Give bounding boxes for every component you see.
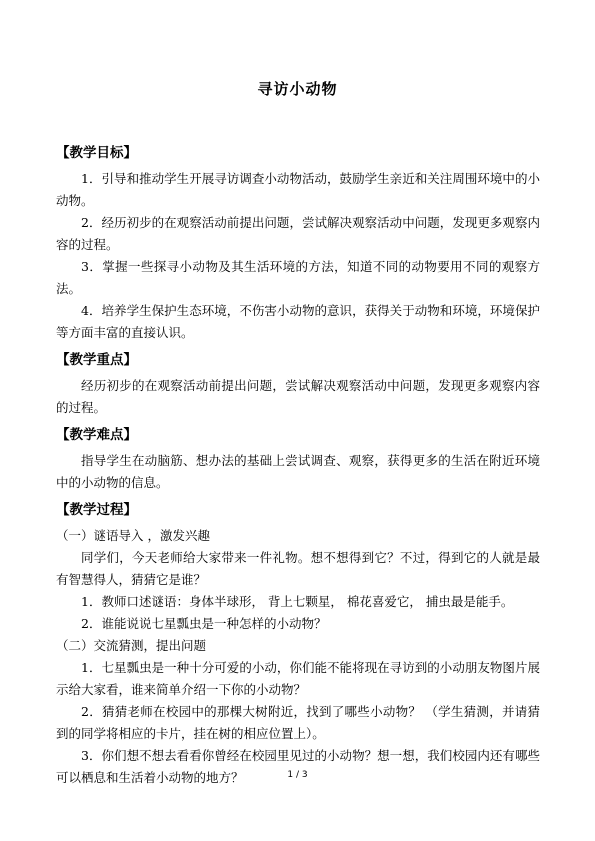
process-paragraph: 2．谁能说说七星瓢虫是一种怎样的小动物？ bbox=[81, 616, 327, 631]
goal-item: 1．引导和推动学生开展寻访调查小动物活动，鼓励学生亲近和关注周围环境中的小动物。 bbox=[56, 171, 540, 208]
process-part-title: （二）交流猜测，提出问题 bbox=[56, 638, 207, 653]
section-heading-difficulties: 【教学难点】 bbox=[56, 427, 137, 443]
section-heading-goals: 【教学目标】 bbox=[56, 145, 137, 161]
goal-item: 2．经历初步的在观察活动前提出问题，尝试解决观察活动中问题，发现更多观察内容的过程。 bbox=[56, 215, 540, 252]
goal-item: 4．培养学生保护生态环境，不伤害小动物的意识，获得关于动物和环境，环境保护等方面丰富的直接认识。 bbox=[56, 303, 540, 340]
key-points-text: 经历初步的在观察活动前提出问题，尝试解决观察活动中问题，发现更多观察内容的过程。 bbox=[56, 378, 540, 415]
section-heading-process: 【教学过程】 bbox=[56, 502, 137, 518]
process-paragraph: 1．七星瓢虫是一种十分可爱的小动，你们能不能将现在寻访到的小动朋友物图片展示给大家看，谁来简单介绍一下你的小动物？ bbox=[56, 660, 540, 697]
goal-item: 3．掌握一些探寻小动物及其生活环境的方法，知道不同的动物要用不同的观察方法。 bbox=[56, 259, 540, 296]
process-paragraph: 3．你们想不想去看看你曾经在校园里见过的小动物？想一想，我们校园内还有哪些可以栖息和生活着小动物的地方？ bbox=[56, 748, 540, 785]
document-title: 寻访小动物 bbox=[257, 80, 338, 98]
process-paragraph: 1．教师口述谜语：身体半球形， 背上七颗星， 棉花喜爱它， 捕虫最是能手。 bbox=[81, 594, 514, 609]
document-body bbox=[56, 140, 540, 789]
difficulties-text: 指导学生在动脑筋、想办法的基础上尝试调查、观察，获得更多的生活在附近环境中的小动物的信息。 bbox=[56, 453, 540, 490]
page-number: 1 / 3 bbox=[287, 770, 308, 780]
section-heading-key-points: 【教学重点】 bbox=[56, 352, 137, 368]
process-part-title: （一）谜语导入 ，激发兴趣 bbox=[56, 528, 210, 543]
process-paragraph: 同学们，今天老师给大家带来一件礼物。想不想得到它？不过，得到它的人就是最有智慧得人，猜猜它是谁？ bbox=[56, 550, 540, 587]
process-paragraph: 2．猜猜老师在校园中的那棵大树附近，找到了哪些小动物？ （学生猜测，并请猜到的同学将相应的卡片，挂在树的相应位置上）。 bbox=[56, 704, 540, 741]
